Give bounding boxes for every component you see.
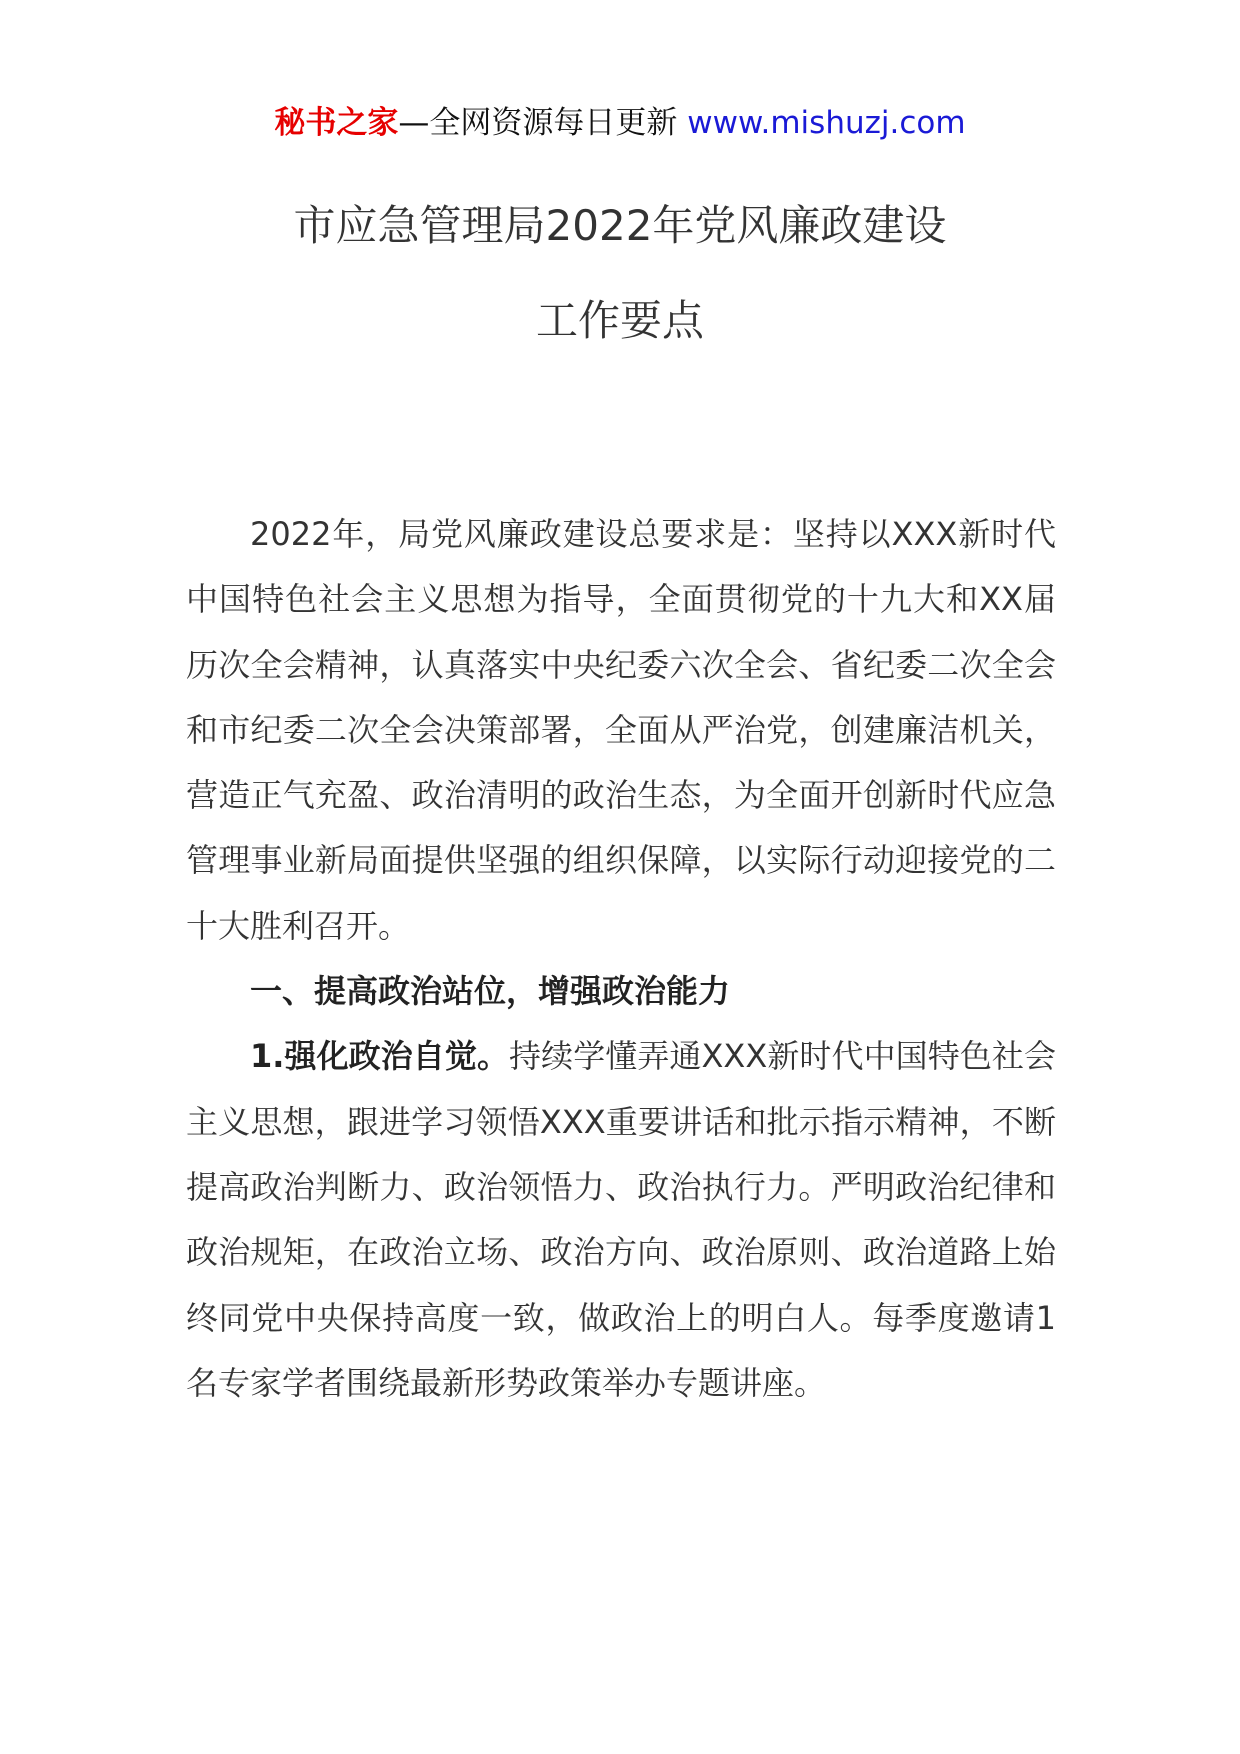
section-heading-1: 一、提高政治站位，增强政治能力 [250,972,731,1011]
item-text-1: 持续学懂弄通XXX新时代中国特色社会主义思想，跟进学习领悟XXX重要讲话和批示指示精神，不断提高政治判断力、政治领悟力、政治执行力。严明政治纪律和政治规矩，在政治立场、政治方向、政治原则、政治道路上始终同党中央保持高度一致，做政治上的明白人。每季度邀请1名专家学者围绕最新形势政策举办专题讲座。 [186,1037,1056,1402]
item-paragraph-1 [186,1024,1056,1416]
site-watermark-header [0,100,1240,146]
site-url-link[interactable]: www.mishuzj.com [687,105,966,141]
site-brand: 秘书之家 [274,105,399,141]
document-title-line-1: 市应急管理局2022年党风廉政建设 [293,201,947,250]
site-tagline: —全网资源每日更新 [398,105,678,141]
intro-paragraph: 2022年，局党风廉政建设总要求是：坚持以XXX新时代中国特色社会主义思想为指导，全面贯彻党的十九大和XX届历次全会精神，认真落实中央纪委六次全会、省纪委二次全会和市纪委二次全会决策部署，全面从严治党，创建廉洁机关，营造正气充盈、政治清明的政治生态，为全面开创新时代应急管理事业新局面提供坚强的组织保障，以实际行动迎接党的二十大胜利召开。 [186,515,1056,945]
document-body [186,502,1056,1416]
item-title-1: 1.强化政治自觉。 [250,1037,510,1076]
document-title-line-2: 工作要点 [535,296,704,345]
